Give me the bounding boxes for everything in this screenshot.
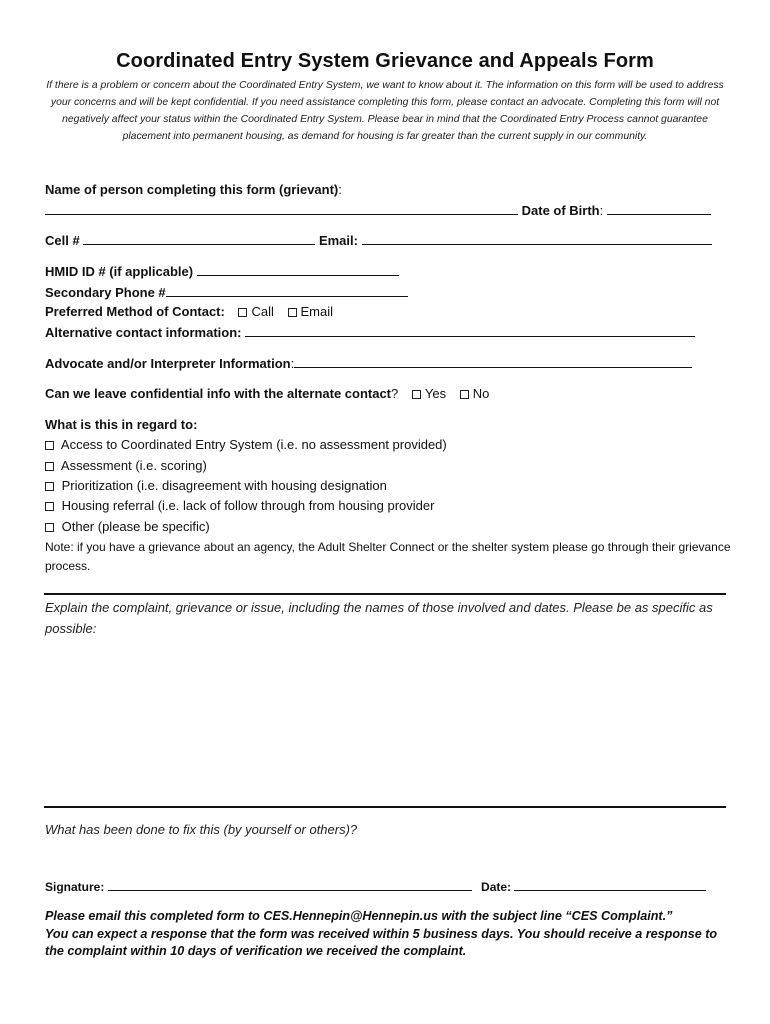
divider-bottom <box>44 806 726 808</box>
grievant-name-dob-row <box>45 202 711 219</box>
regarding-heading-row <box>45 417 197 433</box>
regarding-option-referral[interactable] <box>45 498 434 514</box>
prioritization-checkbox[interactable] <box>45 482 54 491</box>
regarding-option-label: Housing referral (i.e. lack of follow through from housing provider <box>61 498 435 513</box>
fix-text-area[interactable] <box>44 842 726 872</box>
regarding-option-access[interactable] <box>45 437 447 453</box>
preferred-email-option[interactable] <box>288 304 334 319</box>
dob-colon: : <box>599 203 604 218</box>
regarding-option-label: Prioritization (i.e. disagreement with housing designation <box>61 478 387 493</box>
secondary-phone-field[interactable] <box>166 284 408 297</box>
grievant-name-row <box>45 182 342 198</box>
secondary-phone-row <box>45 284 408 301</box>
advocate-colon: : <box>290 356 295 371</box>
footer-email-line: Please email this completed form to CES.Hennepin@Hennepin.us with the subject line “CES Complaint.” <box>45 909 673 923</box>
no-label: No <box>472 386 490 401</box>
date-field[interactable] <box>514 878 706 891</box>
alt-contact-label: Alternative contact information: <box>45 325 242 340</box>
regarding-option-label: Assessment (i.e. scoring) <box>60 458 207 473</box>
alt-contact-field[interactable] <box>245 324 695 337</box>
dob-label: Date of Birth <box>521 203 600 218</box>
email-option-label: Email <box>300 304 334 319</box>
secondary-phone-label: Secondary Phone # <box>45 285 166 300</box>
other-checkbox[interactable] <box>45 523 54 532</box>
call-checkbox[interactable] <box>238 308 247 317</box>
yes-checkbox[interactable] <box>412 390 421 399</box>
advocate-field[interactable] <box>294 355 692 368</box>
email-label: Email: <box>318 233 358 248</box>
regarding-option-label: Other (please be specific) <box>61 519 210 534</box>
advocate-label: Advocate and/or Interpreter Information <box>45 356 291 371</box>
regarding-option-label: Access to Coordinated Entry System (i.e. no assessment provided) <box>60 437 447 452</box>
signature-field[interactable] <box>108 878 472 891</box>
regarding-option-prioritization[interactable] <box>45 478 387 494</box>
email-checkbox[interactable] <box>288 308 297 317</box>
no-checkbox[interactable] <box>460 390 469 399</box>
email-field[interactable] <box>362 232 712 245</box>
grievant-name-field[interactable] <box>45 202 518 215</box>
referral-checkbox[interactable] <box>45 502 54 511</box>
signature-row <box>45 878 706 894</box>
hmid-field[interactable] <box>197 263 399 276</box>
footer-instructions <box>45 908 735 961</box>
advocate-row <box>45 355 692 372</box>
call-label: Call <box>251 304 274 319</box>
confidential-no-option[interactable] <box>460 386 490 401</box>
grievant-name-colon: : <box>338 182 342 197</box>
divider-top <box>44 593 726 595</box>
cell-email-row <box>45 232 712 249</box>
preferred-contact-label: Preferred Method of Contact: <box>45 304 225 319</box>
confidential-label: Can we leave confidential info with the alternate contact <box>45 386 392 401</box>
dob-field[interactable] <box>607 202 711 215</box>
regarding-heading: What is this in regard to: <box>45 417 198 432</box>
confidential-yes-option[interactable] <box>412 386 446 401</box>
regarding-option-assessment[interactable] <box>45 458 207 474</box>
complaint-text-area[interactable] <box>44 640 726 800</box>
fix-prompt: What has been done to fix this (by yourself or others)? <box>45 822 358 837</box>
hmid-row <box>45 263 399 280</box>
signature-label: Signature: <box>45 880 105 894</box>
confidential-qmark: ? <box>391 386 399 401</box>
hmid-label: HMID ID # (if applicable) <box>45 264 194 279</box>
cell-label: Cell # <box>45 233 80 248</box>
grievance-note: Note: if you have a grievance about an agency, the Adult Shelter Connect or the shelter system please go through their grievance process. <box>45 540 731 573</box>
intro-text: If there is a problem or concern about the Coordinated Entry System, we want to know about it. The information on this form will be used to address your concerns and will be kept confidential. If you need assistance completing this form, please contact an advocate. Completing this form will not negatively affect your status within the Coordinated Entry System. Please bear in mind that the Coordinated Entry Process cannot guarantee placement into permanent housing, as demand for housing is far greater than the current supply in our community. <box>46 80 724 142</box>
alt-contact-row <box>45 324 695 341</box>
preferred-contact-row <box>45 304 333 320</box>
date-label: Date: <box>481 880 512 894</box>
grievant-name-label: Name of person completing this form (grievant) <box>45 182 339 197</box>
access-checkbox[interactable] <box>45 441 54 450</box>
assessment-checkbox[interactable] <box>45 462 54 471</box>
cell-field[interactable] <box>83 232 315 245</box>
regarding-option-other[interactable] <box>45 519 210 535</box>
explain-prompt: Explain the complaint, grievance or issue, including the names of those involved and dates. Please be as specific as possible: <box>45 600 713 636</box>
preferred-call-option[interactable] <box>238 304 273 319</box>
footer-response-line: You can expect a response that the form was received within 5 business days. You should receive a response to the complaint within 10 days of verification we received the complaint. <box>45 926 718 958</box>
yes-label: Yes <box>424 386 447 401</box>
form-title: Coordinated Entry System Grievance and Appeals Form <box>116 50 654 72</box>
confidential-row <box>45 386 489 402</box>
